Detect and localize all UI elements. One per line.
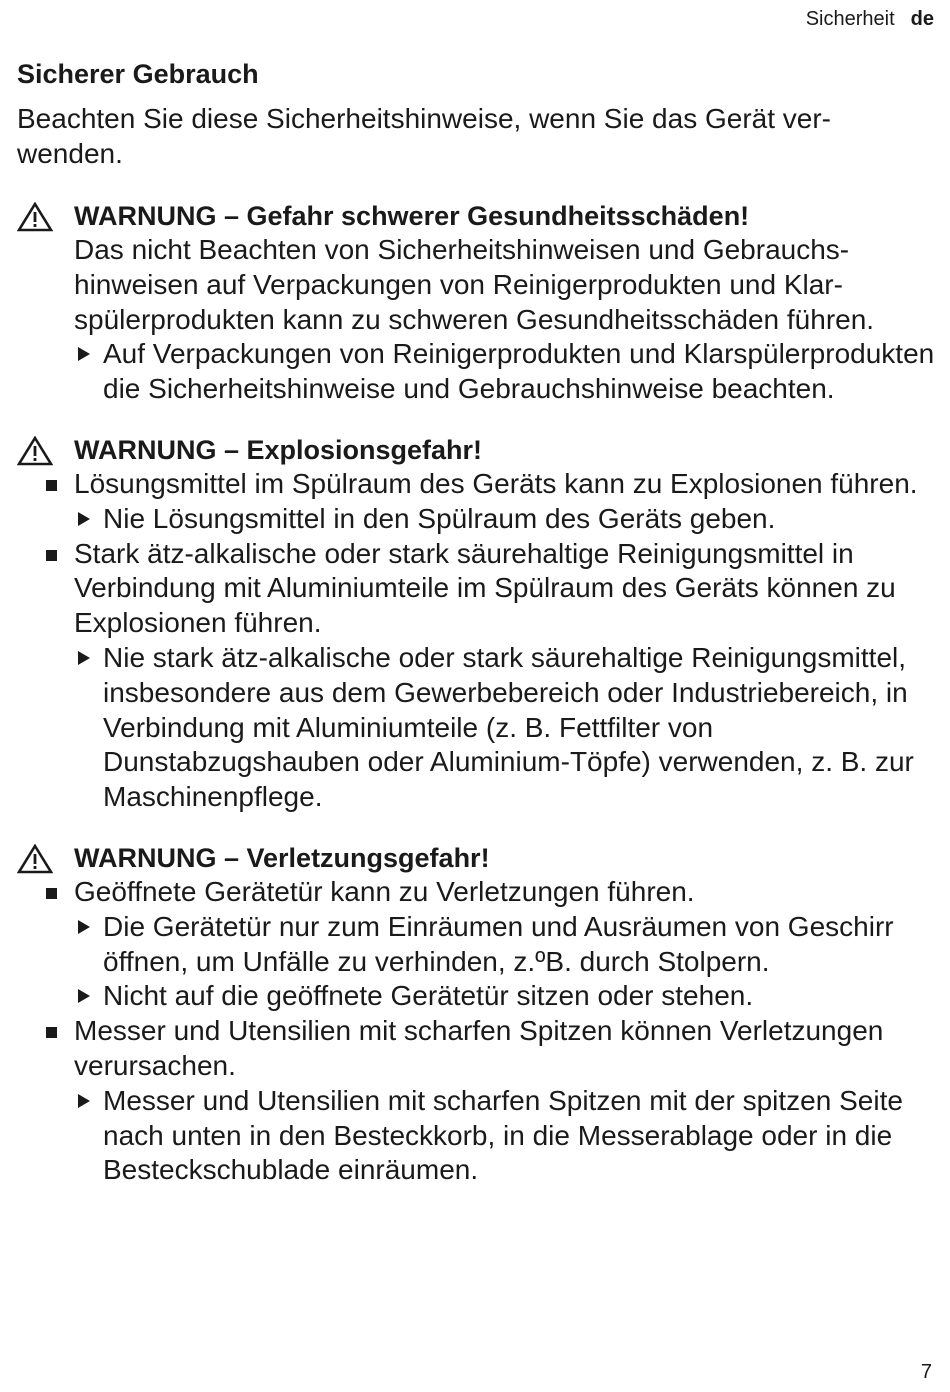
action-text: Nie stark ätz-alkalische oder stark säurehaltige Reinigungsmittel, insbesondere aus dem Gewerbebereich oder Industriebereich, in Verbindung mit Aluminiumteile (z. B. Fettfilter von Dunstabzugshauben oder Aluminium-Töpfe) verwenden, z. B. zur Maschinenpflege. [103, 641, 914, 813]
warning-heading-text: WARNUNG – Verletzungsgefahr! [74, 842, 490, 873]
page-header [806, 8, 934, 31]
hazard-text: Messer und Utensilien mit scharfen Spitzen können Verletzungen verursachen. [74, 1015, 884, 1081]
warning-heading [17, 841, 937, 875]
warning-heading-text: WARNUNG – Explosionsgefahr! [74, 434, 483, 465]
hazard-item [17, 467, 937, 502]
bullet-square-icon [46, 480, 57, 491]
action-item [17, 337, 937, 407]
intro-text: Beachten Sie diese Sicherheitshinweise, wenn Sie das Gerät verwenden. [17, 103, 831, 169]
warning-injury [17, 841, 937, 1188]
hazard-text: Lösungsmittel im Spülraum des Geräts kann zu Explosionen führen. [74, 467, 918, 499]
action-item [17, 1084, 937, 1188]
warning-health [17, 199, 937, 407]
warning-triangle-icon [17, 436, 53, 466]
hazard-item [17, 537, 937, 641]
action-text: Die Gerätetür nur zum Einräumen und Ausräumen von Geschirr öffnen, um Unfälle zu verhinden, z.ºB. durch Stolpern. [103, 910, 894, 977]
action-item [17, 910, 937, 980]
warning-heading-text: WARNUNG – Gefahr schwerer Gesundheitsschäden! [74, 201, 750, 231]
action-text: Messer und Utensilien mit scharfen Spitzen mit der spitzen Seite nach unten in den Besteckkorb, in die Messerablage oder in die Besteckschublade einräumen. [103, 1084, 903, 1186]
action-text: Nie Lösungsmittel in den Spülraum des Geräts geben. [103, 502, 776, 534]
warning-description: Das nicht Beachten von Sicherheitshinweisen und Gebrauchshinweisen auf Verpackungen von Reinigerprodukten und Klarspülerprodukten kann zu schweren Gesundheitsschäden führen. [74, 234, 875, 335]
warning-triangle-icon [17, 844, 53, 874]
warning-heading [17, 433, 937, 467]
warning-explosion [17, 433, 937, 815]
action-item [17, 641, 937, 815]
hazard-item [17, 875, 937, 910]
bullet-square-icon [46, 888, 57, 899]
action-arrow-icon [78, 920, 90, 934]
hazard-item [17, 1014, 937, 1084]
header-language: de [910, 8, 934, 30]
warning-triangle-icon [17, 202, 53, 232]
action-arrow-icon [78, 651, 90, 665]
hazard-text: Stark ätz-alkalische oder stark säurehaltige Reinigungsmittel in Verbindung mit Aluminiumteile im Spülraum des Geräts können zu Explosionen führen. [74, 537, 896, 639]
warning-heading [17, 199, 937, 233]
action-item [17, 979, 937, 1014]
action-item [17, 502, 937, 537]
page-content [17, 56, 937, 1214]
page-number: 7 [920, 1361, 932, 1383]
section-title: Sicherer Gebrauch [17, 59, 259, 89]
action-arrow-icon [78, 347, 90, 361]
action-arrow-icon [78, 989, 90, 1003]
action-text: Nicht auf die geöffnete Gerätetür sitzen oder stehen. [103, 980, 754, 1012]
action-text: Auf Verpackungen von Reinigerprodukten und Klarspülerprodukten die Sicherheitshinweise und Gebrauchshinweise beachten. [103, 338, 935, 405]
bullet-square-icon [46, 550, 57, 561]
header-section: Sicherheit [805, 8, 895, 30]
action-arrow-icon [78, 1094, 90, 1108]
bullet-square-icon [46, 1027, 57, 1038]
action-arrow-icon [78, 512, 90, 526]
hazard-text: Geöffnete Gerätetür kann zu Verletzungen führen. [74, 875, 695, 907]
